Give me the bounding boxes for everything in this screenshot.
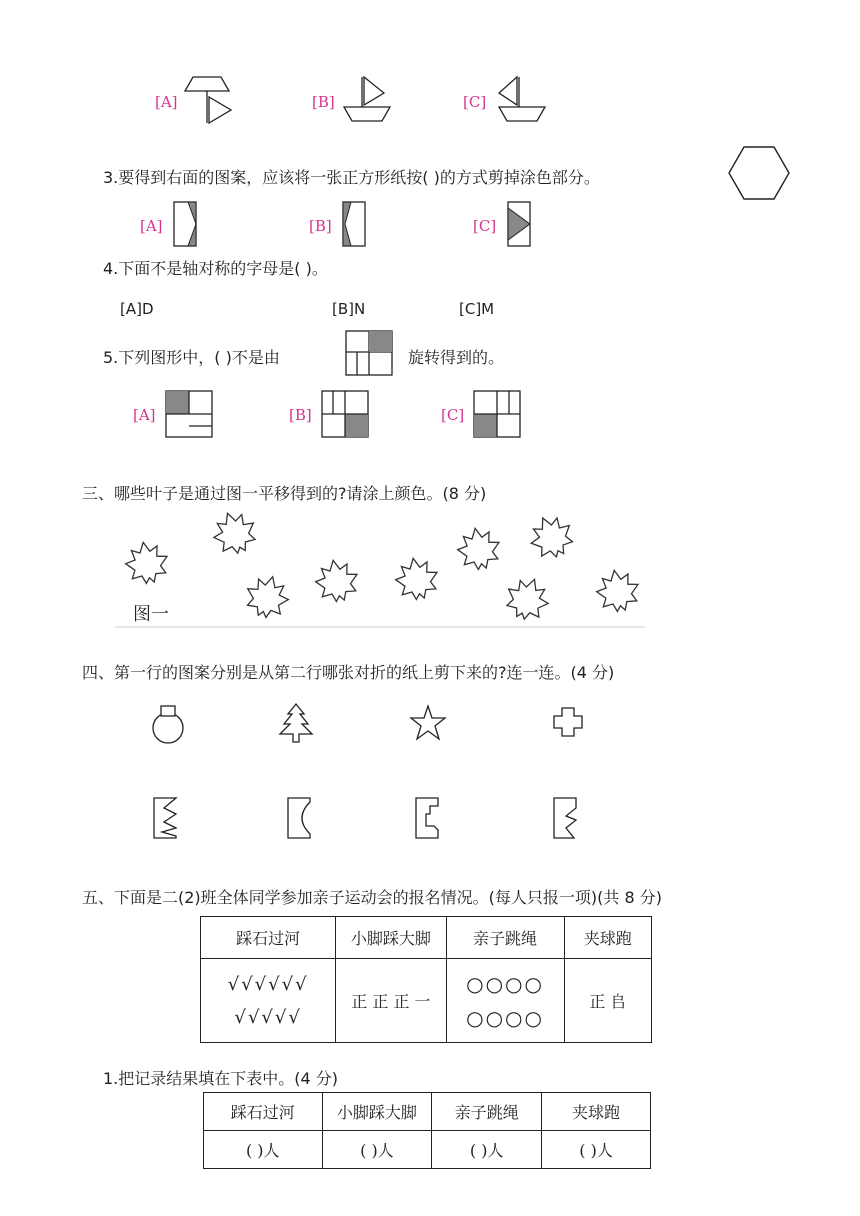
- record-stepping-stones: [201, 959, 336, 1043]
- section-4-title: 四、第一行的图案分别是从第二行哪张对折的纸上剪下来的?连一连。(4 分): [82, 663, 615, 682]
- option-c-figure: [495, 75, 555, 127]
- option-a-label: [A]: [155, 93, 178, 111]
- folded-paper-c: [412, 796, 452, 842]
- q5-option-a-label: [A]: [133, 406, 156, 424]
- q3-option-a-figure: [172, 200, 202, 250]
- result-header-small-big-feet: 小脚踩大脚: [322, 1093, 432, 1131]
- header-ball-run: 夹球跑: [564, 917, 651, 959]
- leaf-7: [524, 509, 579, 564]
- registration-record-table: [200, 916, 652, 1043]
- leaves-figure: [115, 512, 645, 630]
- header-jump-rope: 亲子跳绳: [446, 917, 564, 959]
- tree-pattern-icon: [278, 702, 318, 746]
- header-stepping-stones: 踩石过河: [201, 917, 336, 959]
- question-4-text: 4.下面不是轴对称的字母是( )。: [103, 259, 328, 278]
- question-5-text-before: 5.下列图形中，( )不是由: [103, 348, 280, 367]
- record-ball-run: 正 𠂤: [564, 959, 651, 1043]
- folded-paper-b: [284, 796, 324, 842]
- record-small-big-feet: 正 正 正 一: [336, 959, 446, 1043]
- result-cell-jump-rope[interactable]: ( )人: [432, 1131, 542, 1169]
- option-a-figure: [185, 75, 245, 127]
- q3-option-b-figure: [341, 200, 371, 250]
- leaf-9: [593, 567, 641, 615]
- q5-option-c-label: [C]: [441, 406, 465, 424]
- question-5-1-text: 1.把记录结果填在下表中。(4 分): [103, 1069, 339, 1088]
- folded-paper-d: [550, 796, 590, 842]
- q4-option-a: [A]D: [120, 300, 154, 318]
- result-table: [203, 1092, 651, 1169]
- q5-option-b-figure: [321, 390, 371, 440]
- leaf-3: [242, 571, 293, 621]
- record-jump-rope: [446, 959, 564, 1043]
- check-marks-row-2: √√√√√: [234, 1006, 302, 1028]
- option-b-figure: [340, 75, 400, 127]
- header-small-big-feet: 小脚踩大脚: [336, 917, 446, 959]
- circle-pattern-icon: [150, 702, 190, 746]
- q5-option-a-figure: [165, 390, 215, 440]
- leaf-figure-one: [122, 539, 170, 587]
- q3-option-c-figure: [506, 200, 536, 250]
- q5-option-b-label: [B]: [289, 406, 312, 424]
- figure-one-label: 图一: [133, 604, 169, 625]
- q3-option-c-label: [C]: [473, 217, 497, 235]
- q4-option-b: [B]N: [332, 300, 366, 318]
- result-cell-small-big-feet[interactable]: ( )人: [322, 1131, 432, 1169]
- section-3-title: 三、哪些叶子是通过图一平移得到的?请涂上颜色。(8 分): [82, 484, 487, 503]
- section-5-title: 五、下面是二(2)班全体同学参加亲子运动会的报名情况。(每人只报一项)(共 8 分): [82, 888, 662, 907]
- question-5-text-after: 旋转得到的。: [408, 348, 505, 367]
- q5-reference-figure: [345, 330, 395, 378]
- leaf-2: [208, 506, 261, 559]
- q3-option-b-label: [B]: [309, 217, 332, 235]
- option-b-label: [B]: [312, 93, 335, 111]
- cross-pattern-icon: [550, 704, 590, 744]
- result-cell-stepping-stones[interactable]: ( )人: [204, 1131, 323, 1169]
- hexagon-icon: [728, 145, 790, 201]
- q4-option-c: [C]M: [459, 300, 495, 318]
- q5-option-c-figure: [473, 390, 523, 440]
- leaf-5: [392, 555, 440, 603]
- result-header-jump-rope: 亲子跳绳: [432, 1093, 542, 1131]
- result-header-ball-run: 夹球跑: [542, 1093, 651, 1131]
- result-cell-ball-run[interactable]: ( )人: [542, 1131, 651, 1169]
- question-3-text: 3.要得到右面的图案，应该将一张正方形纸按( )的方式剪掉涂色部分。: [103, 168, 600, 187]
- star-pattern-icon: [410, 704, 450, 744]
- check-marks-row-1: √√√√√√: [227, 973, 309, 995]
- circle-marks-row-1: ○○○○: [466, 971, 544, 996]
- leaf-6: [454, 525, 502, 573]
- folded-paper-a: [150, 796, 190, 842]
- result-header-stepping-stones: 踩石过河: [204, 1093, 323, 1131]
- option-c-label: [C]: [463, 93, 487, 111]
- leaf-4: [312, 557, 360, 605]
- leaf-8: [501, 572, 554, 625]
- q3-option-a-label: [A]: [140, 217, 163, 235]
- circle-marks-row-2: ○○○○: [466, 1005, 544, 1030]
